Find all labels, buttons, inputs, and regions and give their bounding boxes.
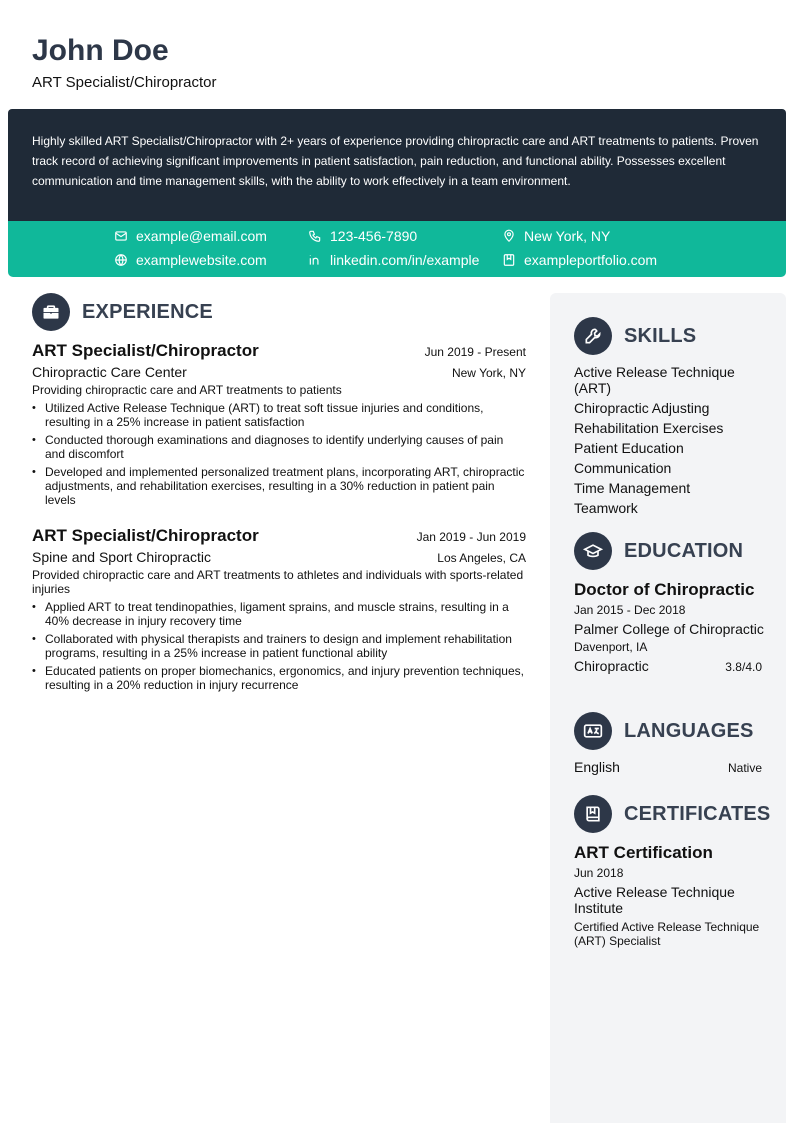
- skill-item: Patient Education: [574, 440, 684, 456]
- resume-header: [32, 32, 217, 91]
- linkedin-icon: [308, 253, 322, 267]
- list-item: • Educated patients on proper biomechanics, ergonomics, and injury prevention techniques, resulting in a 20% reduction in injury recurrence: [32, 664, 526, 692]
- certificate-description: Certified Active Release Technique (ART) Specialist: [574, 920, 760, 948]
- skills-heading: [574, 317, 696, 355]
- list-item: • Conducted thorough examinations and diagnoses to identify underlying causes of pain and discomfort: [32, 433, 526, 461]
- book-icon: [574, 795, 612, 833]
- job-location: New York, NY: [451, 366, 526, 380]
- translate-icon: [574, 712, 612, 750]
- certificates-heading: [574, 795, 770, 833]
- contact-location: [502, 228, 610, 244]
- job-description: Providing chiropractic care and ART treatments to patients: [32, 383, 342, 397]
- certificates-title: CERTIFICATES: [624, 802, 771, 825]
- location-text: New York, NY: [524, 228, 611, 244]
- contact-linkedin[interactable]: [308, 252, 479, 268]
- education-field: Chiropractic: [574, 658, 649, 674]
- skill-item: Teamwork: [574, 500, 638, 516]
- job-title: ART Specialist/Chiropractor: [32, 341, 259, 360]
- wrench-icon: [574, 317, 612, 355]
- job-location: Los Angeles, CA: [437, 551, 526, 565]
- language-level: Native: [727, 761, 762, 775]
- experience-title: EXPERIENCE: [82, 300, 213, 323]
- experience-heading: [32, 293, 213, 331]
- contact-phone[interactable]: [308, 228, 417, 244]
- job-title: ART Specialist/Chiropractor: [32, 526, 259, 545]
- globe-icon: [114, 253, 128, 267]
- education-dates: Jan 2015 - Dec 2018: [574, 603, 686, 617]
- website-text: examplewebsite.com: [136, 252, 267, 268]
- education-title: EDUCATION: [624, 539, 744, 562]
- list-item: • Developed and implemented personalized treatment plans, incorporating ART, chiropractic adjustments, and rehabilitation exercises, resulting in a 30% reduction in patient pain levels: [32, 465, 526, 507]
- list-item: • Collaborated with physical therapists and trainers to design and implement rehabilitation programs, resulting in a 25% increase in patient functional ability: [32, 632, 526, 660]
- list-item: • Applied ART to treat tendinopathies, ligament sprains, and muscle strains, resulting in a 40% decrease in injury recovery time: [32, 600, 526, 628]
- school-name: Palmer College of Chiropractic: [574, 621, 764, 637]
- phone-text: 123-456-7890: [330, 228, 418, 244]
- contact-email[interactable]: [114, 228, 267, 244]
- job-bullets: [32, 401, 526, 507]
- job-company: Chiropractic Care Center: [32, 364, 187, 380]
- language-item: [574, 759, 762, 775]
- candidate-name: John Doe: [32, 34, 169, 67]
- mail-icon: [114, 229, 128, 243]
- sidebar: [550, 293, 786, 1123]
- linkedin-text: linkedin.com/in/example: [330, 252, 480, 268]
- contact-website[interactable]: [114, 252, 267, 268]
- email-text: example@email.com: [136, 228, 267, 244]
- list-item: • Utilized Active Release Technique (ART) to treat soft tissue injuries and conditions, resulting in a 25% increase in patient satisfaction: [32, 401, 526, 429]
- language-name: English: [574, 759, 620, 775]
- job-dates: Jun 2019 - Present: [424, 345, 526, 359]
- job-company: Spine and Sport Chiropractic: [32, 549, 211, 565]
- languages-title: LANGUAGES: [624, 719, 754, 742]
- skill-item: Chiropractic Adjusting: [574, 400, 710, 416]
- degree: Doctor of Chiropractic: [574, 580, 755, 599]
- education-entry: [574, 580, 764, 674]
- summary-section: Highly skilled ART Specialist/Chiropractor with 2+ years of experience providing chiropractic care and ART treatments to patients. Proven track record of achieving significant improvements in patient satisfaction, pain reduction, and functional ability. Possesses excellent communication and time management skills, with the ability to work effectively in a team environment.: [8, 109, 786, 221]
- job-bullets: [32, 600, 526, 692]
- certificate-entry: [574, 843, 764, 948]
- job-entry: [32, 341, 526, 511]
- portfolio-icon: [502, 253, 516, 267]
- job-entry: [32, 526, 526, 696]
- skill-item: Communication: [574, 460, 672, 476]
- certificate-issuer: Active Release Technique Institute: [574, 884, 735, 916]
- certificate-date: Jun 2018: [574, 866, 624, 880]
- skills-title: SKILLS: [624, 324, 697, 347]
- job-dates: Jan 2019 - Jun 2019: [416, 530, 526, 544]
- certificate-name: ART Certification: [574, 843, 713, 862]
- skill-item: Time Management: [574, 480, 691, 496]
- skill-item: Rehabilitation Exercises: [574, 420, 724, 436]
- job-description: Provided chiropractic care and ART treatments to athletes and individuals with sports-related injuries: [32, 568, 524, 596]
- education-gpa: 3.8/4.0: [725, 660, 762, 674]
- map-pin-icon: [502, 229, 516, 243]
- skill-item: Active Release Technique (ART): [574, 364, 735, 396]
- contact-bar: [8, 221, 786, 277]
- school-location: Davenport, IA: [574, 640, 648, 654]
- languages-heading: [574, 712, 754, 750]
- portfolio-text: exampleportfolio.com: [524, 252, 658, 268]
- graduation-cap-icon: [574, 532, 612, 570]
- contact-portfolio[interactable]: [502, 252, 657, 268]
- phone-icon: [308, 229, 322, 243]
- briefcase-icon: [32, 293, 70, 331]
- candidate-title: ART Specialist/Chiropractor: [32, 74, 217, 91]
- education-heading: [574, 532, 743, 570]
